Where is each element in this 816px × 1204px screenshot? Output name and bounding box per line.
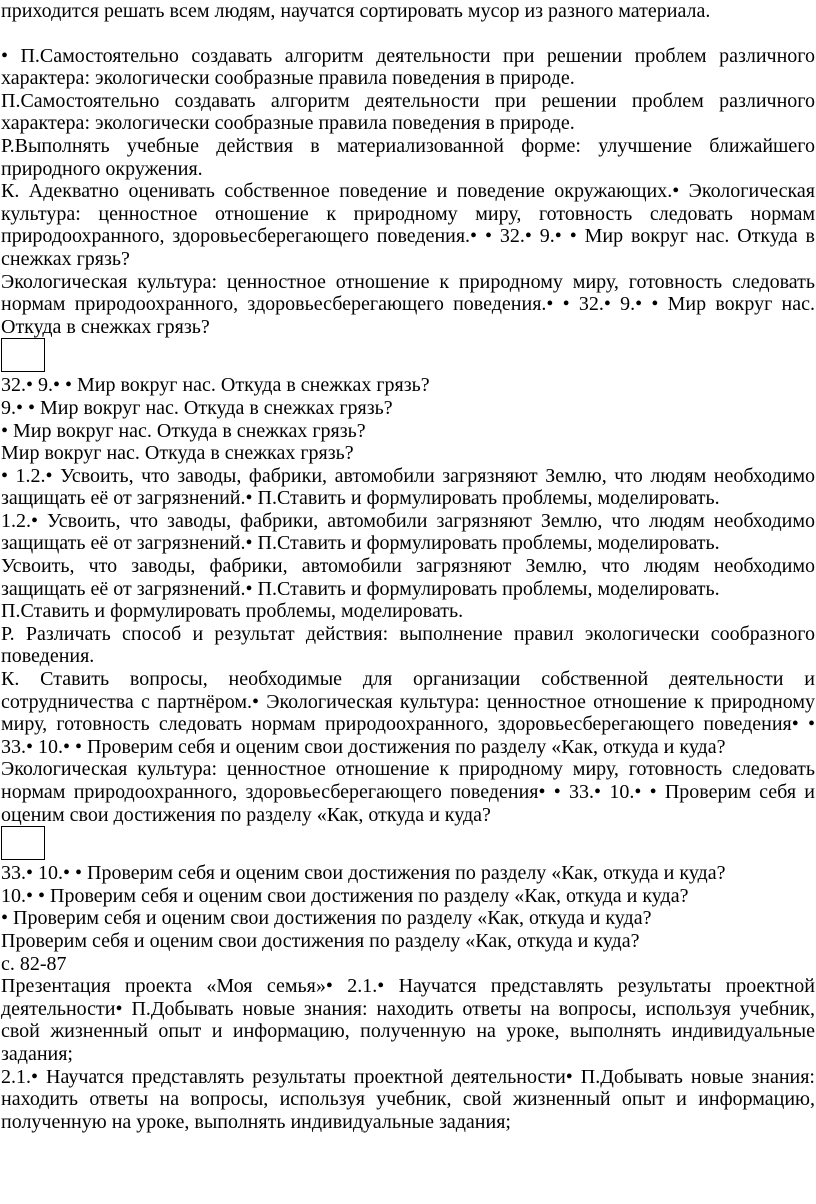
paragraph: Проверим себя и оценим свои достижения по разделу «Как, откуда и куда?: [1, 929, 640, 952]
paragraph: 33.• 10.• • Проверим себя и оценим свои достижения по разделу «Как, откуда и куда?: [1, 862, 726, 885]
paragraph: 2.1.• Научатся представлять результаты проектной деятельности• П.Добывать новые знания: находить ответы на вопросы, используя учебник, свой жизненный опыт и информацию, полученную на уроке, выполнять индивидуальные задания;: [1, 1065, 815, 1133]
paragraph: Экологическая культура: ценностное отношение к природному миру, готовность следовать нормам природоохранного, здоровьесберегающего поведения.• • 32.• 9.• • Мир вокруг нас. Откуда в снежках грязь?: [1, 270, 815, 338]
empty-box: [1, 826, 45, 860]
paragraph: • Мир вокруг нас. Откуда в снежках грязь?: [1, 419, 366, 442]
paragraph: • Проверим себя и оценим свои достижения по разделу «Как, откуда и куда?: [1, 907, 652, 930]
paragraph: Презентация проекта «Моя семья»• 2.1.• Научатся представлять результаты проектной деятельности• П.Добывать новые знания: находить ответы на вопросы, используя учебник, свой жизненный опыт и информацию, полученную на уроке, выполнять индивидуальные задания;: [1, 975, 815, 1065]
paragraph-intro: приходится решать всем людям, научатся сортировать мусор из разного материала.: [1, 0, 711, 22]
paragraph: Усвоить, что заводы, фабрики, автомобили загрязняют Землю, что людям необходимо защищать её от загрязнений.• П.Ставить и формулировать проблемы, моделировать.: [1, 555, 815, 600]
paragraph: 32.• 9.• • Мир вокруг нас. Откуда в снежках грязь?: [1, 374, 430, 397]
paragraph: 10.• • Проверим себя и оценим свои достижения по разделу «Как, откуда и куда?: [1, 884, 689, 907]
spacer: [1, 23, 815, 45]
paragraph: Мир вокруг нас. Откуда в снежках грязь?: [1, 442, 354, 465]
paragraph: П.Ставить и формулировать проблемы, моделировать.: [1, 600, 464, 623]
paragraph: П.Самостоятельно создавать алгоритм деятельности при решении проблем различного характера: экологически сообразные правила поведения в природе.: [1, 89, 815, 135]
paragraph: Р. Различать способ и результат действия: выполнение правил экологически сообразного поведения.: [1, 622, 815, 668]
paragraph: К. Ставить вопросы, необходимые для организации собственной деятельности и сотрудничества с партнёром.• Экологическая культура: ценностное отношение к природному миру, готовность следовать нормам природоохранного, здоровьесберегающего поведения• • 33.• 10.• • Проверим себя и оценим свои достижения по разделу «Как, откуда и куда?: [1, 668, 815, 758]
empty-box: [1, 338, 45, 372]
paragraph: Р.Выполнять учебные действия в материализованной форме: улучшение ближайшего природного окружения.: [1, 134, 815, 180]
paragraph: • 1.2.• Усвоить, что заводы, фабрики, автомобили загрязняют Землю, что людям необходимо защищать её от загрязнений.• П.Ставить и формулировать проблемы, моделировать.: [1, 464, 815, 510]
empty-cell-box-2: [1, 826, 815, 862]
paragraph: 9.• • Мир вокруг нас. Откуда в снежках грязь?: [1, 396, 393, 419]
empty-cell-box-1: [1, 338, 815, 374]
paragraph: К. Адекватно оценивать собственное поведение и поведение окружающих.• Экологическая культура: ценностное отношение к природному миру, готовность следовать нормам природоохранного, здоровьесберегающего поведения.• • 32.• 9.• • Мир вокруг нас. Откуда в снежках грязь?: [1, 180, 815, 270]
paragraph: Экологическая культура: ценностное отношение к природному миру, готовность следовать нормам природоохранного, здоровьесберегающего поведения• • 33.• 10.• • Проверим себя и оценим свои достижения по разделу «Как, откуда и куда?: [1, 758, 815, 826]
paragraph: • П.Самостоятельно создавать алгоритм деятельности при решении проблем различного характера: экологически сообразные правила поведения в природе.: [1, 44, 815, 90]
paragraph: 1.2.• Усвоить, что заводы, фабрики, автомобили загрязняют Землю, что людям необходимо защищать её от загрязнений.• П.Ставить и формулировать проблемы, моделировать.: [1, 509, 815, 555]
paragraph: с. 82-87: [1, 952, 67, 975]
